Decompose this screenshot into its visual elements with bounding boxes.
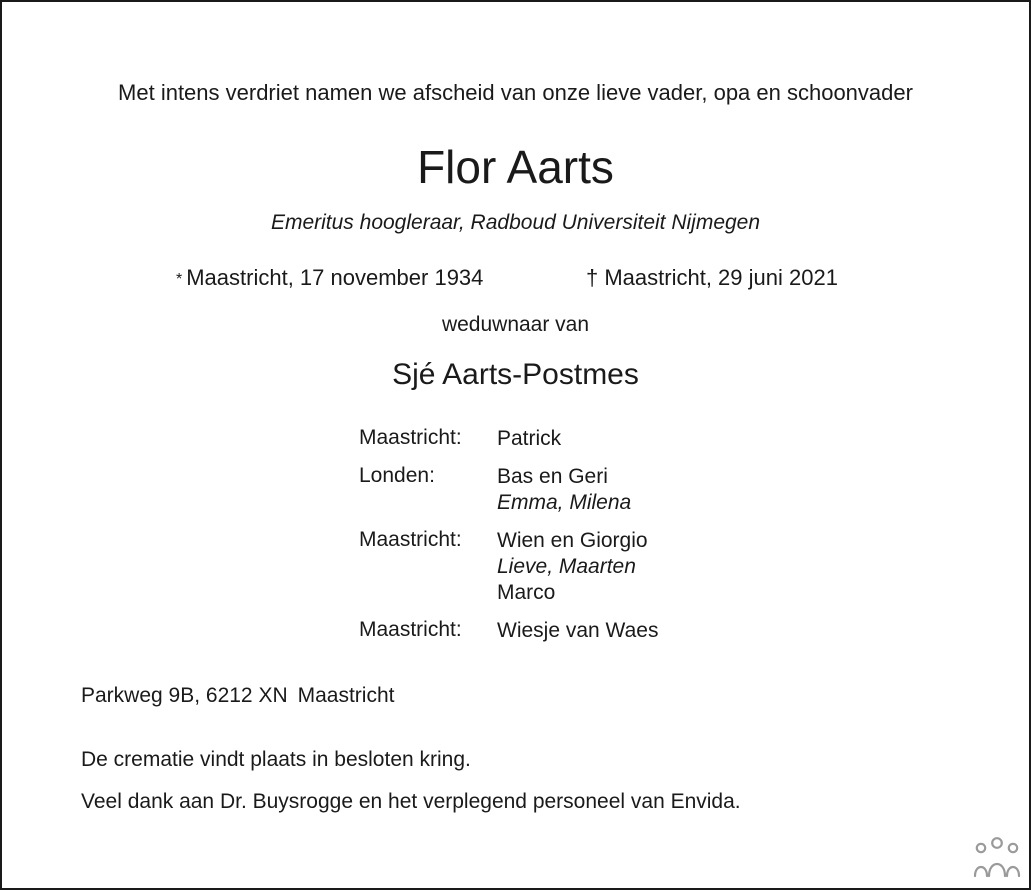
family-name-line: Marco (497, 581, 556, 604)
deceased-name: Flor Aarts (417, 141, 614, 193)
family-names (497, 618, 658, 644)
family-people-icon (972, 836, 1022, 878)
birth-star-icon: * (176, 271, 183, 288)
family-name-line: Patrick (497, 427, 562, 450)
death-line: † Maastricht, 29 juni 2021 (586, 265, 838, 290)
thanks-note: Veel dank aan Dr. Buysrogge en het verplegend personeel van Envida. (81, 790, 741, 813)
intro-text: Met intens verdriet namen we afscheid van onze lieve vader, opa en schoonvader (118, 80, 913, 105)
family-names (497, 528, 648, 606)
family-place: Maastricht: (359, 618, 462, 641)
family-place: Maastricht: (359, 426, 462, 449)
grandchildren-line: Lieve, Maarten (497, 555, 636, 578)
cremation-note: De crematie vindt plaats in besloten kring. (81, 748, 471, 771)
address-city: Maastricht (297, 684, 395, 707)
family-names (497, 464, 631, 516)
birth-line (176, 265, 483, 291)
address-street: Parkweg 9B, 6212 XN (81, 684, 288, 707)
widower-label: weduwnaar van (441, 313, 590, 336)
family-names (497, 426, 561, 452)
deceased-role: Emeritus hoogleraar, Radboud Universiteit Nijmegen (270, 211, 761, 234)
birth-text: Maastricht, 17 november 1934 (186, 265, 484, 290)
family-name-line: Bas en Geri (497, 465, 608, 488)
family-name-line: Wien en Giorgio (497, 529, 648, 552)
address (81, 684, 394, 708)
family-name-line: Wiesje van Waes (497, 619, 659, 642)
family-place: Londen: (359, 464, 435, 487)
spouse-name: Sjé Aarts-Postmes (392, 358, 639, 391)
family-place: Maastricht: (359, 528, 462, 551)
grandchildren-line: Emma, Milena (497, 491, 632, 514)
